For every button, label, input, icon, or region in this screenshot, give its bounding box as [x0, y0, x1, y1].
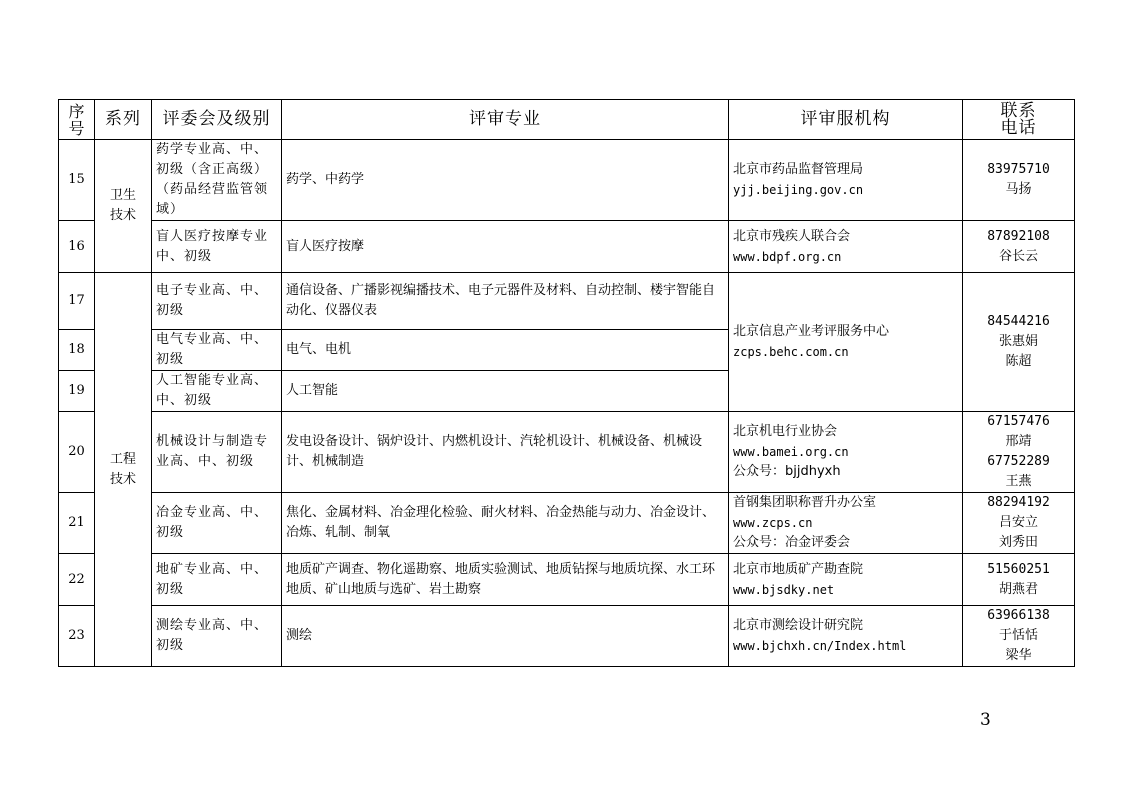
org-name: 北京信息产业考评服务中心	[733, 324, 890, 339]
committee-cell: 测绘专业高、中、初级	[152, 606, 282, 667]
contact-cell	[963, 140, 1075, 221]
contact-person: 吕安立	[998, 515, 1038, 530]
specialty-cell: 盲人医疗按摩	[282, 221, 729, 273]
committee-cell: 冶金专业高、中、初级	[152, 493, 282, 554]
org-name: 北京市地质矿产勘查院	[733, 561, 864, 577]
org-wechat: 公众号：冶金评委会	[733, 535, 851, 550]
seq-cell: 17	[59, 273, 95, 330]
contact-person: 王燕	[1005, 474, 1032, 489]
page-number: 3	[980, 710, 991, 730]
committee-cell: 人工智能专业高、中、初级	[152, 371, 282, 412]
committee-cell: 地矿专业高、中、初级	[152, 554, 282, 606]
contact-cell	[963, 554, 1075, 606]
specialty-cell: 人工智能	[282, 371, 729, 412]
series-cell-health: 卫生技术	[95, 140, 152, 273]
contact-cell	[963, 221, 1075, 273]
table-row	[59, 273, 1075, 330]
table-row	[59, 493, 1075, 554]
org-url: www.zcps.cn	[733, 516, 813, 530]
specialty-cell: 焦化、金属材料、冶金理化检验、耐火材料、冶金热能与动力、冶金设计、冶炼、轧制、制氧	[282, 493, 729, 554]
header-specialty: 评审专业	[282, 100, 729, 140]
committee-cell: 电子专业高、中、初级	[152, 273, 282, 330]
org-cell	[729, 140, 963, 221]
org-url: www.bamei.org.cn	[733, 445, 849, 459]
contact-person: 梁华	[1005, 648, 1032, 663]
contact-phone: 84544216	[987, 314, 1050, 329]
contact-person: 于恬恬	[998, 628, 1038, 643]
org-wechat: 公众号：bjjdhyxh	[733, 464, 841, 479]
table-header-row	[59, 100, 1075, 140]
specialty-cell: 电气、电机	[282, 330, 729, 371]
seq-cell: 18	[59, 330, 95, 371]
table-row	[59, 554, 1075, 606]
seq-cell: 19	[59, 371, 95, 412]
specialty-cell: 通信设备、广播影视编播技术、电子元器件及材料、自动控制、楼宇智能自动化、仪器仪表	[282, 273, 729, 330]
contact-phone: 67752289	[987, 454, 1050, 469]
org-name: 北京市测绘设计研究院	[733, 618, 864, 633]
header-committee: 评委会及级别	[152, 100, 282, 140]
table-row	[59, 412, 1075, 493]
specialty-cell: 测绘	[282, 606, 729, 667]
org-cell-merged	[729, 273, 963, 412]
org-cell	[729, 606, 963, 667]
org-name: 北京机电行业协会	[733, 424, 838, 439]
org-url: yjj.beijing.gov.cn	[733, 183, 864, 197]
seq-cell: 21	[59, 493, 95, 554]
contact-phone: 63966138	[987, 608, 1050, 623]
specialty-cell: 地质矿产调查、物化遥勘察、地质实验测试、地质钻探与地质坑探、水工环地质、矿山地质与选矿、岩土勘察	[282, 554, 729, 606]
contact-person: 张惠娟	[998, 334, 1038, 349]
table-row	[59, 606, 1075, 667]
org-name: 北京市药品监督管理局	[733, 162, 864, 177]
contact-person: 刘秀田	[998, 535, 1038, 550]
org-cell	[729, 221, 963, 273]
seq-cell: 16	[59, 221, 95, 273]
seq-cell: 23	[59, 606, 95, 667]
table-row	[59, 140, 1075, 221]
specialty-cell: 药学、中药学	[282, 140, 729, 221]
review-committee-table	[58, 99, 1075, 667]
committee-cell: 药学专业高、中、初级（含正高级）（药品经营监管领域）	[152, 140, 282, 221]
org-name: 首钢集团职称晋升办公室	[733, 495, 877, 510]
contact-cell	[963, 606, 1075, 667]
org-cell	[729, 412, 963, 493]
contact-person: 谷长云	[998, 248, 1038, 264]
org-name: 北京市残疾人联合会	[733, 228, 851, 244]
contact-phone: 87892108	[987, 228, 1050, 244]
contact-phone: 83975710	[987, 162, 1050, 177]
specialty-cell: 发电设备设计、锅炉设计、内燃机设计、汽轮机设计、机械设备、机械设计、机械制造	[282, 412, 729, 493]
contact-person: 陈超	[1005, 354, 1032, 369]
committee-cell: 机械设计与制造专业高、中、初级	[152, 412, 282, 493]
contact-person: 马扬	[1005, 182, 1032, 197]
org-cell	[729, 493, 963, 554]
org-cell	[729, 554, 963, 606]
contact-cell	[963, 412, 1075, 493]
org-url: www.bjsdky.net	[733, 582, 835, 597]
contact-person: 胡燕君	[998, 581, 1038, 597]
org-url: www.bdpf.org.cn	[733, 249, 842, 264]
contact-phone: 88294192	[987, 495, 1050, 510]
series-cell-engineering: 工程技术	[95, 273, 152, 667]
org-url: zcps.behc.com.cn	[733, 345, 849, 359]
table-row	[59, 221, 1075, 273]
committee-cell: 电气专业高、中、初级	[152, 330, 282, 371]
contact-phone: 67157476	[987, 414, 1050, 429]
seq-cell: 20	[59, 412, 95, 493]
contact-cell	[963, 493, 1075, 554]
header-seq: 序号	[59, 100, 95, 140]
contact-phone: 51560251	[987, 561, 1050, 577]
contact-person: 邢靖	[1005, 434, 1032, 449]
seq-cell: 15	[59, 140, 95, 221]
header-series: 系列	[95, 100, 152, 140]
header-org: 评审服机构	[729, 100, 963, 140]
org-url: www.bjchxh.cn/Index.html	[733, 639, 907, 653]
header-contact: 联系电话	[963, 100, 1075, 140]
contact-cell-merged	[963, 273, 1075, 412]
seq-cell: 22	[59, 554, 95, 606]
committee-cell: 盲人医疗按摩专业中、初级	[152, 221, 282, 273]
